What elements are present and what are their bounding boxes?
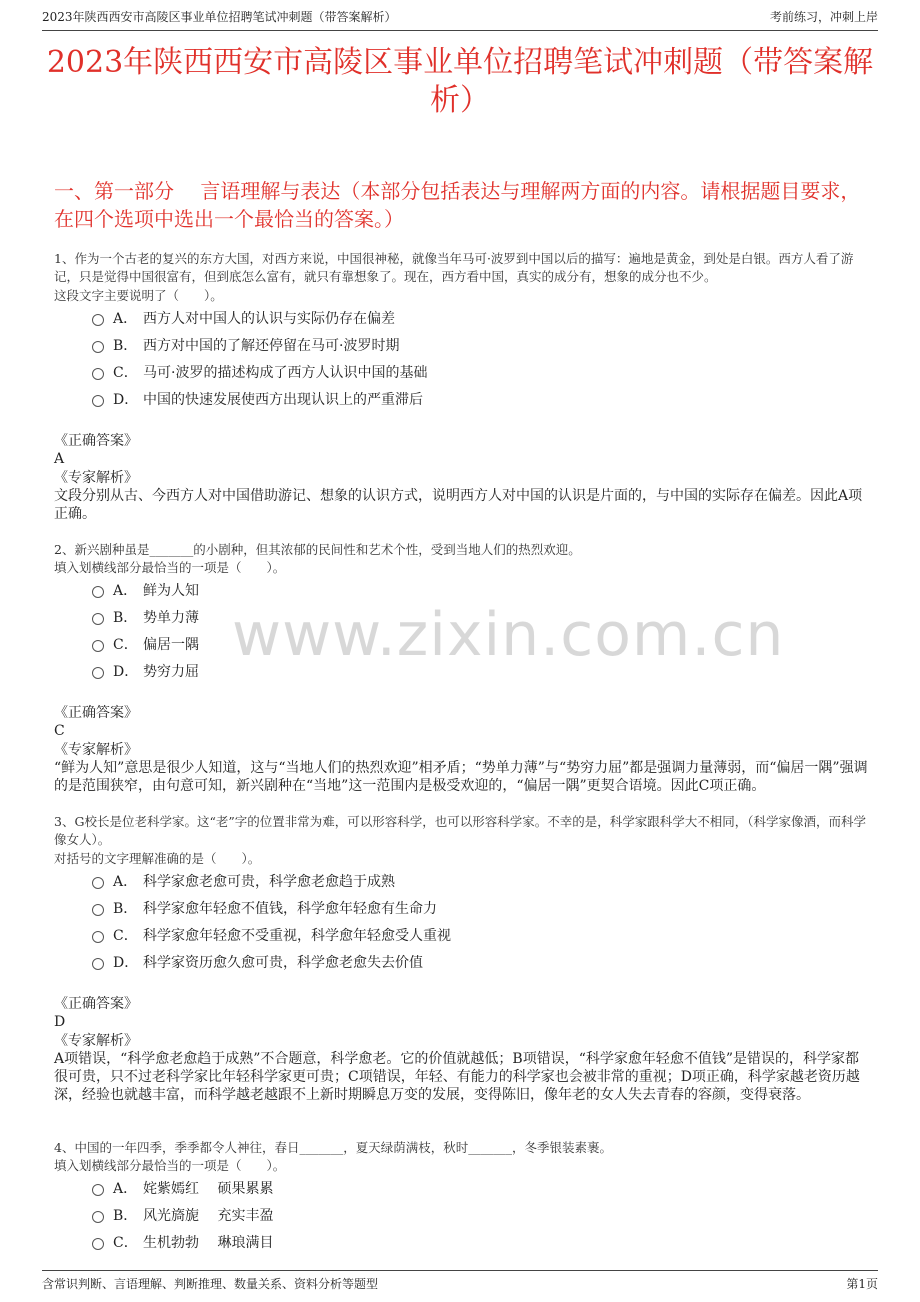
radio-icon[interactable]	[92, 613, 104, 625]
question-2-option-a[interactable]: A． 鲜为人知	[92, 580, 199, 600]
radio-icon[interactable]	[92, 877, 104, 889]
question-1-answer: A	[54, 451, 65, 467]
question-3-option-d[interactable]: D． 科学家资历愈久愈可贵，科学愈老愈失去价值	[92, 952, 423, 972]
radio-icon[interactable]	[92, 586, 104, 598]
radio-icon[interactable]	[92, 1211, 104, 1223]
question-2-option-d[interactable]: D． 势穷力屈	[92, 661, 199, 681]
radio-icon[interactable]	[92, 368, 104, 380]
question-3-option-c[interactable]: C． 科学家愈年轻愈不受重视，科学愈年轻愈受人重视	[92, 925, 451, 945]
header-right-text: 考前练习，冲刺上岸	[769, 10, 878, 24]
header-left-text: 2023年陕西西安市高陵区事业单位招聘笔试冲刺题（带答案解析）	[42, 10, 397, 24]
question-4-option-c[interactable]: C． 生机勃勃 琳琅满目	[92, 1232, 273, 1252]
question-3-prompt: 对括号的文字理解准确的是（ ）。	[54, 851, 261, 866]
analysis-label: 《专家解析》	[54, 742, 138, 758]
question-2-analysis: “鲜为人知”意思是很少人知道，这与“当地人们的热烈欢迎”相矛盾；“势单力薄”与“势穷力屈”都是强调力量薄弱，而“偏居一隅”强调的是范围狭窄，由句意可知，新兴剧种在“当地”这一范围内是极受欢迎的，“偏居一隅”更契合语境。因此C项正确。	[54, 760, 868, 794]
analysis-label: 《专家解析》	[54, 470, 138, 486]
question-1-stem: 1、作为一个古老的复兴的东方大国，对西方来说，中国很神秘，就像当年马可·波罗到中国以后的描写：遍地是黄金，到处是白银。西方人看了游记，只是觉得中国很富有，但到底怎么富有，就只有靠想象了。现在，西方看中国，真实的成分有，想象的成分也不少。	[54, 251, 854, 284]
radio-icon[interactable]	[92, 640, 104, 652]
page-number: 第1页	[846, 1276, 878, 1291]
question-1-option-a[interactable]: A． 西方人对中国人的认识与实际仍存在偏差	[92, 308, 395, 328]
watermark: www.zixin.com.cn	[232, 600, 785, 670]
answer-label: 《正确答案》	[54, 996, 138, 1012]
question-2-prompt: 填入划横线部分最恰当的一项是（ ）。	[54, 560, 286, 575]
answer-label: 《正确答案》	[54, 433, 138, 449]
question-4-stem: 4、中国的一年四季，季季都令人神往，春日_______，夏天绿荫满枝，秋时_______，冬季银装素裹。	[54, 1140, 612, 1155]
question-3-stem: 3、G校长是位老科学家。这“老”字的位置非常为难，可以形容科学，也可以形容科学家。不幸的是，科学家跟科学大不相同，（科学家像酒，而科学像女人）。	[54, 814, 866, 847]
footer-left-text: 含常识判断、言语理解、判断推理、数量关系、资料分析等题型	[42, 1276, 379, 1291]
question-4-prompt: 填入划横线部分最恰当的一项是（ ）。	[54, 1158, 286, 1173]
radio-icon[interactable]	[92, 931, 104, 943]
question-2-option-b[interactable]: B． 势单力薄	[92, 607, 199, 627]
page-footer	[42, 1270, 878, 1295]
radio-icon[interactable]	[92, 958, 104, 970]
question-3-option-b[interactable]: B． 科学家愈年轻愈不值钱，科学愈年轻愈有生命力	[92, 898, 437, 918]
question-1-prompt: 这段文字主要说明了（ ）。	[54, 288, 223, 303]
question-3-answer: D	[54, 1014, 66, 1030]
analysis-label: 《专家解析》	[54, 1033, 138, 1049]
section-heading: 一、第一部分 言语理解与表达（本部分包括表达与理解两方面的内容。请根据题目要求，在四个选项中选出一个最恰当的答案。）	[54, 179, 861, 231]
question-1-option-c[interactable]: C． 马可·波罗的描述构成了西方人认识中国的基础	[92, 362, 427, 382]
question-4-option-b[interactable]: B． 风光旖旎 充实丰盈	[92, 1205, 273, 1225]
radio-icon[interactable]	[92, 1238, 104, 1250]
question-1-option-d[interactable]: D． 中国的快速发展使西方出现认识上的严重滞后	[92, 389, 423, 409]
question-3-analysis: A项错误，“科学愈老愈趋于成熟”不合题意，科学愈老。它的价值就越低；B项错误，“科学家愈年轻愈不值钱”是错误的，科学家都很可贵，只不过老科学家比年轻科学家更可贵；C项错误，年轻、有能力的科学家也会被非常的重视；D项正确，科学家越老资历越深，经验也就越丰富，而科学越老越跟不上新时期瞬息万变的发展，变得陈旧，像年老的女人失去青春的容颜，变得衰落。	[54, 1051, 860, 1103]
question-2-stem: 2、新兴剧种虽是_______的小剧种，但其浓郁的民间性和艺术个性，受到当地人们的热烈欢迎。	[54, 542, 581, 557]
question-1-analysis: 文段分别从古、今西方人对中国借助游记、想象的认识方式，说明西方人对中国的认识是片面的，与中国的实际存在偏差。因此A项正确。	[54, 488, 863, 522]
radio-icon[interactable]	[92, 1184, 104, 1196]
question-4-option-a[interactable]: A． 姹紫嫣红 硕果累累	[92, 1178, 273, 1198]
question-2-answer: C	[54, 723, 65, 739]
radio-icon[interactable]	[92, 341, 104, 353]
question-3-option-a[interactable]: A． 科学家愈老愈可贵，科学愈老愈趋于成熟	[92, 871, 395, 891]
radio-icon[interactable]	[92, 395, 104, 407]
radio-icon[interactable]	[92, 667, 104, 679]
answer-label: 《正确答案》	[54, 705, 138, 721]
document-title: 2023年陕西西安市高陵区事业单位招聘笔试冲刺题（带答案解析）	[46, 45, 874, 118]
question-2-option-c[interactable]: C． 偏居一隅	[92, 634, 199, 654]
radio-icon[interactable]	[92, 904, 104, 916]
page-header	[42, 8, 878, 31]
question-1-option-b[interactable]: B． 西方对中国的了解还停留在马可·波罗时期	[92, 335, 399, 355]
radio-icon[interactable]	[92, 314, 104, 326]
